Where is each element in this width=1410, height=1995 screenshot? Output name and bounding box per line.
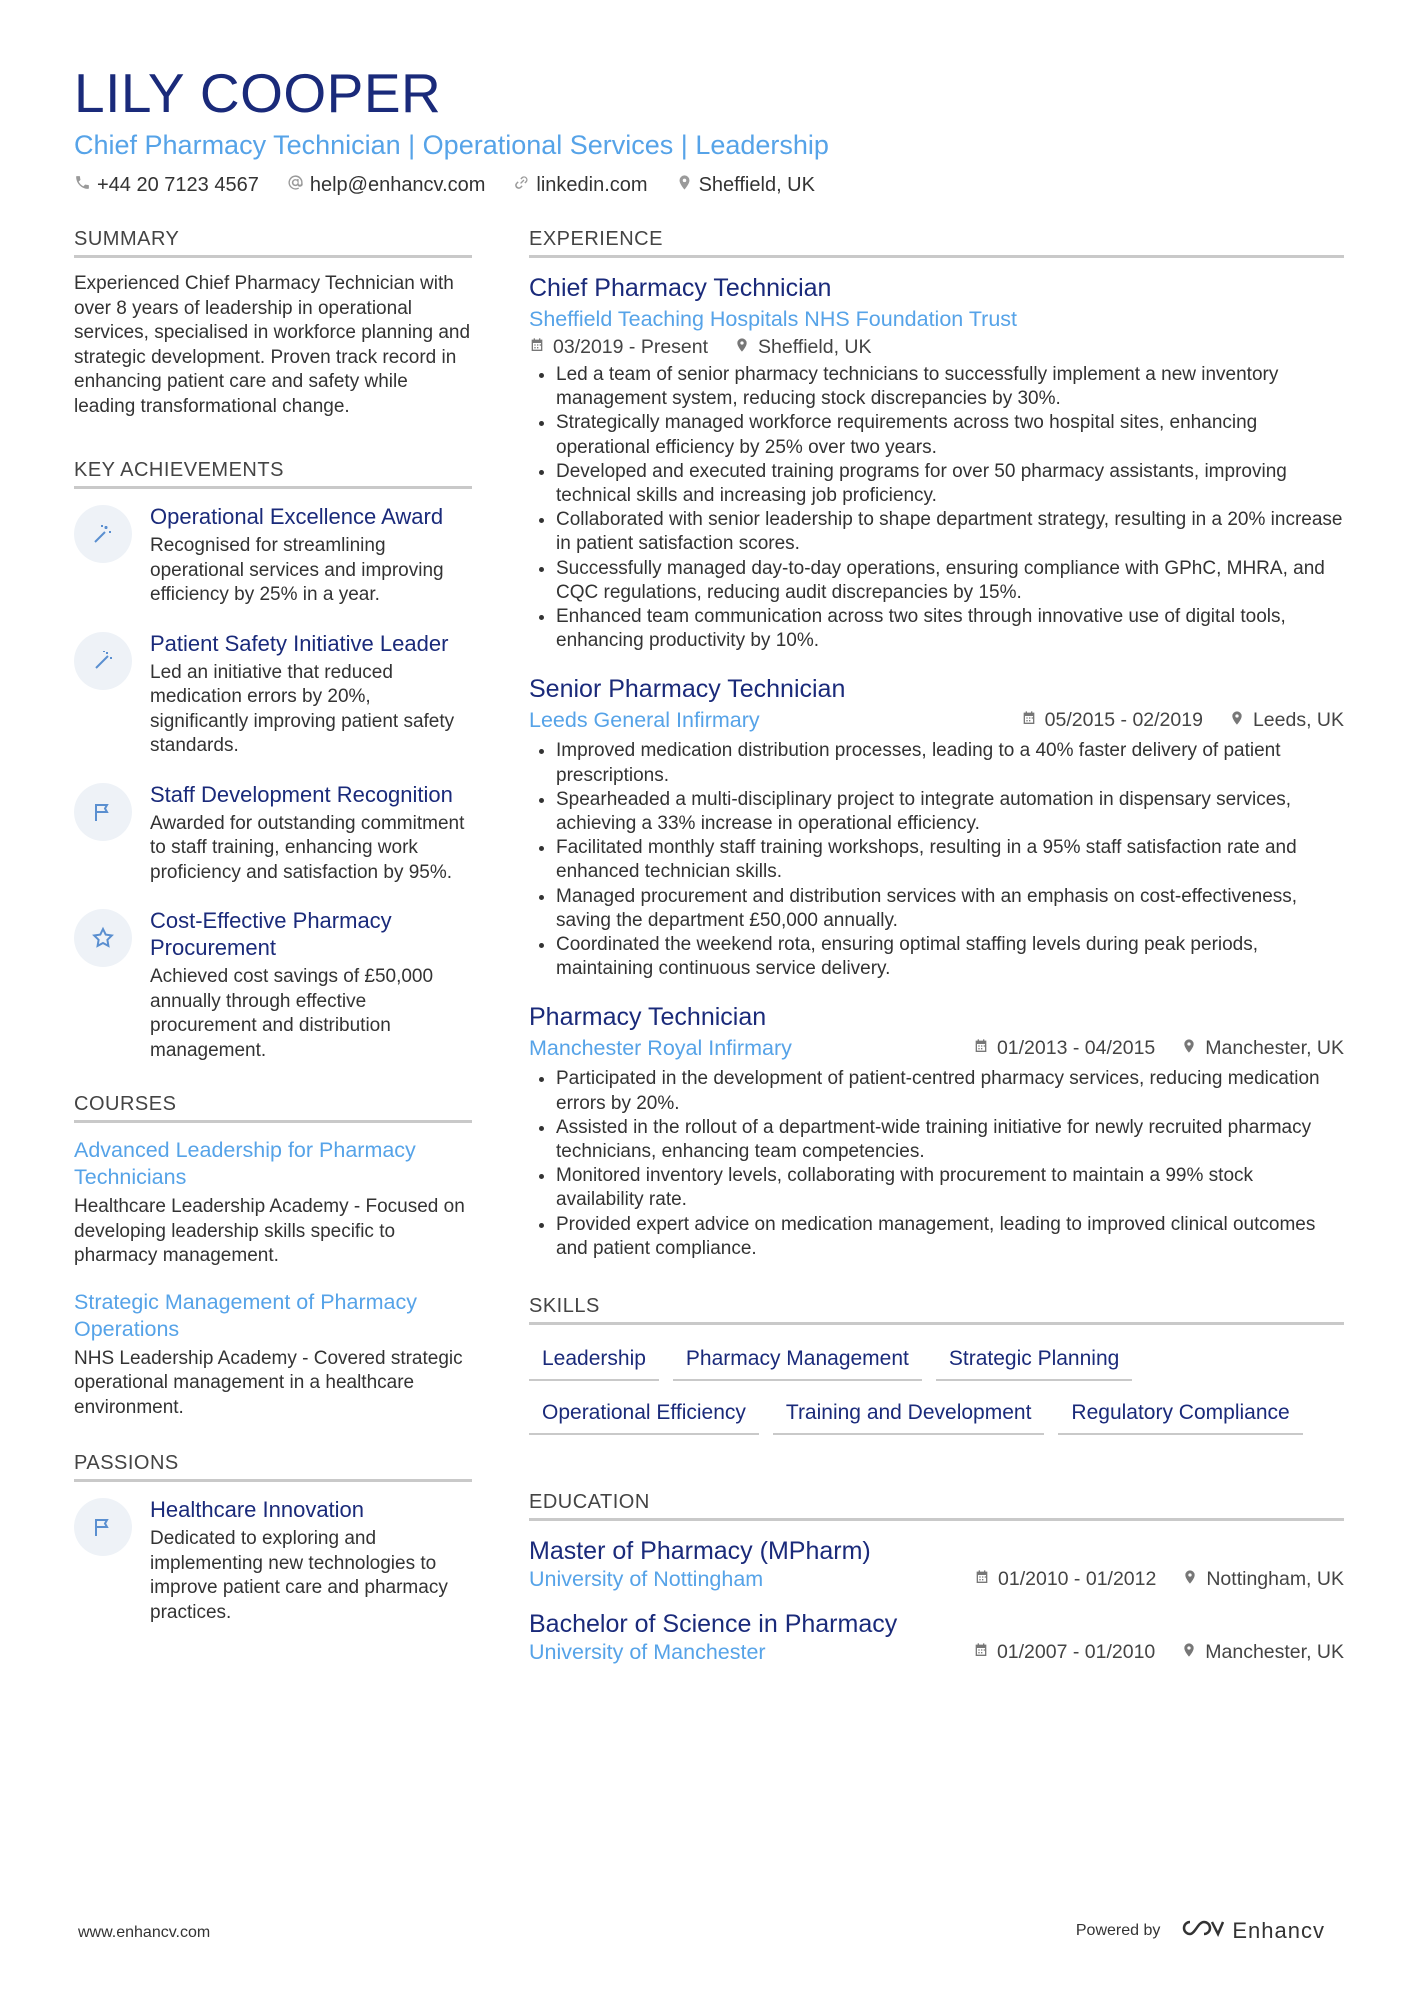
course-desc: Healthcare Leadership Academy - Focused on developing leadership skills specific to pharmacy management. bbox=[74, 1196, 465, 1266]
skill-tag: Training and Development bbox=[773, 1393, 1045, 1435]
education-section bbox=[529, 1491, 1344, 1665]
at-icon bbox=[287, 174, 304, 197]
brand-name: Enhancv bbox=[1232, 1918, 1325, 1943]
school-name: University of Nottingham bbox=[529, 1567, 764, 1592]
job-bullets bbox=[529, 363, 1344, 653]
job-bullets bbox=[529, 739, 1344, 981]
education-location bbox=[1182, 1568, 1344, 1591]
candidate-title: Chief Pharmacy Technician | Operational Services | Leadership bbox=[74, 130, 829, 160]
education-dates-text: 01/2010 - 01/2012 bbox=[998, 1568, 1157, 1591]
job-bullet: • Coordinated the weekend rota, ensuring optimal staffing levels during peak periods, maintaining continuous service delivery. bbox=[556, 933, 1344, 981]
job-row bbox=[529, 705, 1344, 735]
contact-location bbox=[676, 174, 815, 197]
education-dates bbox=[974, 1568, 1156, 1591]
skills-section bbox=[529, 1295, 1344, 1435]
job-bullet: • Facilitated monthly staff training workshops, resulting in a 95% staff satisfaction rate and enhanced technician skills. bbox=[556, 836, 1344, 884]
location-pin-icon bbox=[734, 336, 750, 359]
job-dates bbox=[973, 1037, 1155, 1060]
skill-tag: Operational Efficiency bbox=[529, 1393, 759, 1435]
education-meta bbox=[973, 1641, 1344, 1664]
powered-by-text: Powered by bbox=[1075, 1922, 1161, 1939]
achievement-item bbox=[74, 503, 472, 608]
left-column bbox=[74, 228, 472, 1665]
location-pin-icon bbox=[1229, 709, 1245, 732]
courses-section bbox=[74, 1093, 472, 1420]
skill-tag: Pharmacy Management bbox=[673, 1339, 922, 1381]
skills-list bbox=[529, 1339, 1344, 1435]
achievement-item bbox=[74, 781, 472, 886]
passion-desc: Dedicated to exploring and implementing new technologies to improve patient care and pharmacy practices. bbox=[150, 1528, 448, 1623]
education-row bbox=[529, 1567, 1344, 1592]
section-heading: SUMMARY bbox=[74, 228, 472, 258]
job-row bbox=[529, 1033, 1344, 1063]
contact-row bbox=[74, 174, 1344, 197]
education-dates bbox=[973, 1641, 1155, 1664]
link-icon bbox=[513, 174, 530, 197]
calendar-icon bbox=[973, 1037, 989, 1060]
job-title: Chief Pharmacy Technician bbox=[529, 274, 832, 302]
job-entry bbox=[529, 1001, 1344, 1261]
job-bullet: • Assisted in the rollout of a department-wide training initiative for newly recruited pharmacy technicians, enhancing team competencies. bbox=[556, 1116, 1344, 1164]
skill-tag: Regulatory Compliance bbox=[1058, 1393, 1302, 1435]
wand-icon bbox=[74, 505, 132, 563]
degree-title: Master of Pharmacy (MPharm) bbox=[529, 1537, 871, 1566]
job-bullet: • Provided expert advice on medication management, leading to improved clinical outcomes and patient compliance. bbox=[556, 1213, 1344, 1261]
phone-icon bbox=[74, 174, 91, 197]
achievement-title: Cost-Effective Pharmacy Procurement bbox=[150, 908, 392, 960]
summary-section bbox=[74, 228, 472, 419]
phone-text: +44 20 7123 4567 bbox=[97, 174, 259, 196]
job-dates bbox=[529, 336, 708, 359]
infinity-logo-icon bbox=[1178, 1916, 1224, 1946]
contact-phone bbox=[74, 174, 259, 197]
summary-text: Experienced Chief Pharmacy Technician with over 8 years of leadership in operational services, specialised in workforce planning and strategic development. Proven track record in enhancing patient care and safety while leading transformational change. bbox=[74, 273, 471, 417]
job-bullet: • Participated in the development of patient-centred pharmacy services, reducing medication errors by 20%. bbox=[556, 1067, 1344, 1115]
job-entry bbox=[529, 673, 1344, 981]
flag-icon bbox=[74, 1498, 132, 1556]
job-bullet: • Spearheaded a multi-disciplinary project to integrate automation in dispensary services, achieving a 33% increase in operational efficiency. bbox=[556, 788, 1344, 836]
passions-section bbox=[74, 1452, 472, 1625]
job-company: Leeds General Infirmary bbox=[529, 708, 760, 733]
achievement-title: Patient Safety Initiative Leader bbox=[150, 630, 449, 656]
achievement-desc: Recognised for streamlining operational services and improving efficiency by 25% in a year. bbox=[150, 535, 444, 605]
flag-icon bbox=[74, 783, 132, 841]
resume-header bbox=[74, 60, 1344, 197]
linkedin-text[interactable]: linkedin.com bbox=[536, 174, 648, 196]
education-row bbox=[529, 1640, 1344, 1665]
candidate-name: LILY COOPER bbox=[74, 62, 442, 124]
passion-title: Healthcare Innovation bbox=[150, 1497, 365, 1522]
location-pin-icon bbox=[1182, 1568, 1198, 1591]
job-dates bbox=[1021, 709, 1203, 732]
job-title: Pharmacy Technician bbox=[529, 1003, 767, 1032]
job-bullet: • Developed and executed training programs for over 50 pharmacy assistants, improving technical skills and increasing job proficiency. bbox=[556, 460, 1344, 508]
achievement-item bbox=[74, 630, 472, 759]
contact-email[interactable] bbox=[287, 174, 486, 197]
job-dates-text: 01/2013 - 04/2015 bbox=[996, 1036, 1156, 1059]
achievement-desc: Awarded for outstanding commitment to staff training, enhancing work proficiency and satisfaction by 95%. bbox=[150, 812, 465, 883]
calendar-icon bbox=[1021, 709, 1037, 732]
footer-website[interactable]: www.enhancv.com bbox=[78, 1924, 211, 1941]
job-bullets bbox=[529, 1067, 1344, 1261]
job-bullet: • Strategically managed workforce requirements across two hospital sites, enhancing operational efficiency by 25% over two years. bbox=[556, 411, 1344, 459]
skill-tag: Strategic Planning bbox=[936, 1339, 1132, 1381]
achievement-title: Operational Excellence Award bbox=[150, 504, 444, 529]
section-heading: KEY ACHIEVEMENTS bbox=[74, 459, 472, 489]
right-column bbox=[529, 228, 1344, 1705]
education-location-text: Manchester, UK bbox=[1205, 1641, 1344, 1664]
job-bullet: • Collaborated with senior leadership to shape department strategy, resulting in a 20% increase in patient satisfaction scores. bbox=[556, 508, 1344, 556]
achievement-desc: Achieved cost savings of £50,000 annually through effective procurement and distribution management. bbox=[150, 966, 434, 1061]
job-bullet: • Monitored inventory levels, collaborating with procurement to maintain a 99% stock availability rate. bbox=[556, 1164, 1344, 1212]
job-dates-text: 03/2019 - Present bbox=[553, 336, 709, 358]
job-meta bbox=[973, 1037, 1344, 1060]
education-entry bbox=[529, 1608, 1344, 1665]
job-location-text: Manchester, UK bbox=[1205, 1036, 1344, 1059]
achievement-title: Staff Development Recognition bbox=[150, 781, 453, 807]
location-pin-icon bbox=[676, 174, 693, 197]
job-entry bbox=[529, 272, 1344, 653]
job-bullet: • Improved medication distribution processes, leading to a 40% faster delivery of patient prescriptions. bbox=[556, 739, 1344, 787]
job-bullet: • Enhanced team communication across two sites through innovative use of digital tools, enhancing productivity by 10%. bbox=[556, 605, 1344, 653]
location-pin-icon bbox=[1181, 1641, 1197, 1664]
calendar-icon bbox=[974, 1568, 990, 1591]
section-heading: COURSES bbox=[74, 1093, 472, 1123]
footer-branding bbox=[1076, 1916, 1325, 1946]
course-title: Advanced Leadership for Pharmacy Technicians bbox=[74, 1138, 416, 1189]
star-icon bbox=[74, 909, 132, 967]
education-dates-text: 01/2007 - 01/2010 bbox=[996, 1641, 1156, 1664]
job-title: Senior Pharmacy Technician bbox=[529, 675, 846, 704]
course-item bbox=[74, 1137, 472, 1269]
experience-section bbox=[529, 228, 1344, 1261]
achievements-section bbox=[74, 459, 472, 1063]
achievement-item bbox=[74, 907, 472, 1063]
skill-tag: Leadership bbox=[529, 1339, 659, 1381]
course-desc: NHS Leadership Academy - Covered strategic operational management in a healthcare environment. bbox=[74, 1347, 463, 1418]
education-meta bbox=[974, 1568, 1344, 1591]
section-heading: SKILLS bbox=[529, 1295, 1344, 1325]
job-location bbox=[1229, 709, 1344, 732]
job-dates-text: 05/2015 - 02/2019 bbox=[1044, 708, 1203, 731]
school-name: University of Manchester bbox=[529, 1640, 766, 1665]
calendar-icon bbox=[973, 1641, 989, 1664]
education-entry bbox=[529, 1535, 1344, 1592]
email-text[interactable]: help@enhancv.com bbox=[309, 174, 486, 196]
contact-linkedin[interactable] bbox=[513, 174, 647, 197]
section-heading: PASSIONS bbox=[74, 1452, 472, 1482]
education-location bbox=[1181, 1641, 1344, 1664]
job-bullet: • Successfully managed day-to-day operations, ensuring compliance with GPhC, MHRA, and CQC regulations, reducing audit discrepancies by 15%. bbox=[556, 557, 1344, 605]
course-title: Strategic Management of Pharmacy Operations bbox=[74, 1289, 417, 1341]
location-text: Sheffield, UK bbox=[698, 174, 815, 196]
job-location-text: Leeds, UK bbox=[1252, 708, 1344, 731]
section-heading: EXPERIENCE bbox=[529, 228, 1344, 258]
degree-title: Bachelor of Science in Pharmacy bbox=[529, 1610, 898, 1639]
education-location-text: Nottingham, UK bbox=[1206, 1568, 1344, 1591]
section-heading: EDUCATION bbox=[529, 1491, 1344, 1521]
job-meta bbox=[1021, 709, 1344, 732]
location-pin-icon bbox=[1181, 1037, 1197, 1060]
course-item bbox=[74, 1289, 472, 1421]
brand-logo[interactable] bbox=[1178, 1916, 1325, 1946]
passion-item bbox=[74, 1496, 472, 1625]
magic-wand-icon bbox=[74, 632, 132, 690]
job-location bbox=[734, 336, 871, 359]
job-company: Sheffield Teaching Hospitals NHS Foundation Trust bbox=[529, 307, 1018, 331]
job-meta bbox=[529, 336, 1344, 359]
job-bullet: • Led a team of senior pharmacy technicians to successfully implement a new inventory management system, reducing stock discrepancies by 30%. bbox=[556, 363, 1344, 411]
job-bullet: • Managed procurement and distribution services with an emphasis on cost-effectiveness, saving the department £50,000 annually. bbox=[556, 885, 1344, 933]
job-company: Manchester Royal Infirmary bbox=[529, 1036, 792, 1061]
achievement-desc: Led an initiative that reduced medication errors by 20%, significantly improving patient safety standards. bbox=[150, 661, 455, 756]
job-location-text: Sheffield, UK bbox=[758, 336, 872, 358]
job-location bbox=[1181, 1037, 1344, 1060]
calendar-icon bbox=[529, 336, 545, 359]
